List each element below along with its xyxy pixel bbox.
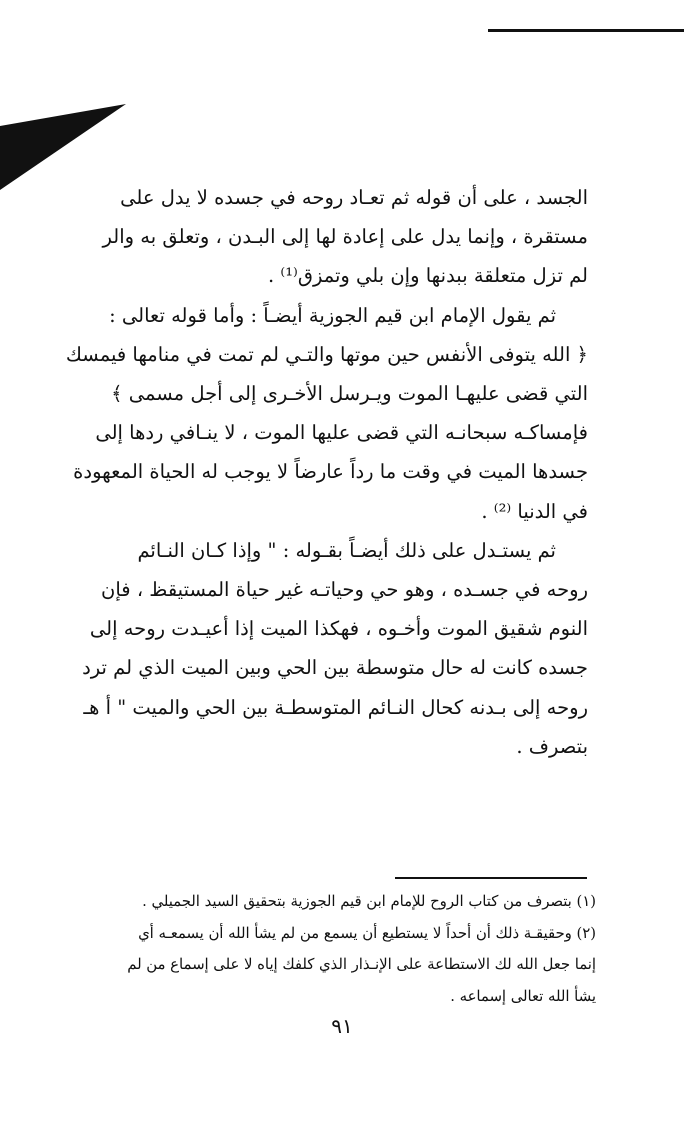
footnote-divider [395, 877, 587, 879]
quran-verse [65, 335, 588, 531]
paragraph-1 [102, 178, 588, 296]
text-line: بتصرف . [516, 734, 588, 758]
text-line: جسده كانت له حال متوسطة بين الحي وبين الميت الذي لم ترد [82, 656, 588, 680]
footnote-2-cont: إنما جعل الله لك الاستطاعة على الإنـذار الذي كلفك إياه لا على إسماع من لم [127, 956, 596, 973]
footnote-1: (١) بتصرف من كتاب الروح للإمام ابن قيم الجوزية بتحقيق السيد الجميلي . [142, 893, 596, 910]
body-text [65, 178, 588, 766]
text-line: ثم يستـدل على ذلك أيضـاً بقـوله : " وإذا كـان النـائم [137, 538, 556, 562]
footnotes [118, 886, 596, 1012]
text-line: في الدنيا ⁽²⁾ . [481, 499, 588, 523]
corner-wedge-decoration [0, 104, 126, 190]
paragraph-2 [109, 296, 588, 335]
top-rule [488, 29, 684, 32]
text-line: النوم شقيق الموت وأخـوه ، فهكذا الميت إذا أعيـدت روحه إلى [89, 617, 588, 641]
text-line: الجسد ، على أن قوله ثم تعـاد روحه في جسده لا يدل على [120, 186, 588, 209]
text-line: فإمساكـه سبحانـه التي قضى عليها الموت ، لا ينـافي ردها إلى [95, 421, 588, 445]
text-line: جسدها الميت في وقت ما رداً عارضاً لا يوجب له الحياة المعهودة [73, 460, 588, 484]
text-line: ثم يقول الإمام ابن قيم الجوزية أيضـاً : وأما قوله تعالى : [109, 303, 556, 327]
paragraph-3-cont [82, 570, 588, 766]
text-line: ﴿ الله يتوفى الأنفس حين موتها والتـي لم تمت في منامها فيمسك [65, 342, 588, 366]
text-line: لم تزل متعلقة ببدنها وإن بلي وتمزق⁽¹⁾ . [268, 264, 588, 288]
footnote-2: (٢) وحقيقـة ذلك أن أحداً لا يستطيع أن يسمع من لم يشأ الله أن يسمعـه أي [138, 924, 596, 942]
text-line: التي قضى عليهـا الموت ويـرسل الأخـرى إلى أجل مسمى ﴾ [111, 382, 588, 406]
footnote-2-cont: يشأ الله تعالى إسماعه . [450, 987, 596, 1005]
text-line: روحه إلى بـدنه كحال النـائم المتوسطـة بين الحي والميت " أ هـ [83, 695, 588, 719]
text-line: روحه في جسـده ، وهو حي وحياتـه غير حياة المستيقظ ، فإن [101, 578, 588, 602]
text-line: مستقرة ، وإنما يدل على إعادة لها إلى البـدن ، وتعلق به والر [102, 225, 588, 249]
paragraph-3 [118, 531, 588, 570]
page-number: ٩١ [331, 1014, 353, 1038]
